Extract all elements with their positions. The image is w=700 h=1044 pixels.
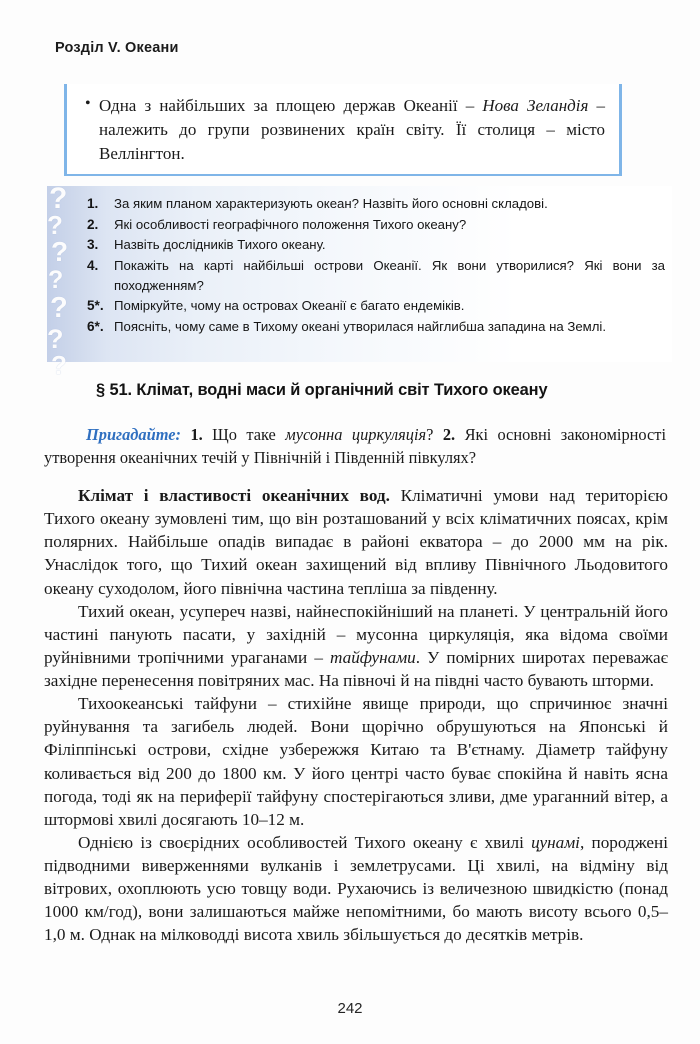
paragraph-climate <box>44 484 668 600</box>
questions-list <box>87 194 665 337</box>
callout-text-part1: Одна з найбільших за площею держав Океанії – <box>99 96 483 115</box>
questions-panel <box>47 182 672 380</box>
paragraph-typhoons: Тихоокеанські тайфуни – стихійне явище природи, що спричинює значні руйнування та загибель людей. Вони щорічно обрушуються на Японські й Філіппінські острови, східне узбережжя Китаю та В'єтнаму. Діаметр тайфуну коливається від 200 до 1800 км. У його центрі часто буває спокійна й навіть ясна погода, тоді як на периферії тайфуну спостерігаються зливи, дме ураганний вітер, а штормові хвилі досягають 10–12 м. <box>44 694 668 829</box>
recall-term-monsoon-circulation: мусонна циркуляція <box>285 425 427 444</box>
callout-emphasis-new-zealand: Нова Зеландія <box>482 96 589 115</box>
paragraph-climate-text: Кліматичні умови над територією Тихого океану зумовлені тим, що він розташований у всіх кліматичних поясах, крім полярних. Найбільше опадів випадає в районі екватора – до 2000 мм на рік. Унаслідок того, що Тихий океан захищений від впливу Північного Льодовитого океану суходолом, його північна частина тепліша за південну. <box>44 486 668 598</box>
question-item <box>87 215 665 236</box>
question-number: 3. <box>87 237 99 253</box>
question-text: Які особливості географічного положення Тихого океану? <box>114 216 467 232</box>
page-number: 242 <box>337 1000 363 1017</box>
term-typhoons: тайфунами <box>330 647 416 667</box>
callout-item <box>85 94 605 166</box>
question-mark-icon: ? <box>49 182 68 215</box>
question-mark-icon: ? <box>51 350 67 380</box>
question-mark-icon: ? <box>47 210 63 240</box>
question-mark-decor-strip <box>47 182 77 380</box>
callout-text-part2: – належить до групи розвинених країн світу. Її столиця – місто Веллінгтон. <box>99 96 605 164</box>
question-item <box>87 256 665 296</box>
question-item <box>87 317 665 338</box>
paragraph-tsunami-text-b: , породжені підводними виверженнями вулканів і землетрусами. Ці хвилі, на відміну від вітрових, охоплюють усю товщу води. Рухаючись із величезною швидкістю (понад 1000 км/год), вони залишаються майже непомітними, бо мають висоту всього 0,5–1,0 м. Однак на мілководді висота хвиль збільшується до десятків метрів. <box>44 832 668 945</box>
recall-line <box>44 424 666 469</box>
question-mark-icon: ? <box>51 236 69 267</box>
paragraph-winds <box>44 600 668 693</box>
question-item <box>87 235 665 256</box>
recall-number-1: 1. <box>181 425 203 444</box>
paragraph-winds-text-a: Тихий океан, усупереч назві, найнеспокійніший на планеті. У центральній його частині панують пасати, у західній – мусонна циркуляція, яка відома своїми руйнівними тропічними ураганами – <box>44 601 668 667</box>
question-text: Поміркуйте, чому на островах Океанії є багато ендеміків. <box>114 298 465 314</box>
paragraph-tsunami-text-a: Однією із своєрідних особливостей Тихого океану є хвилі <box>78 832 532 852</box>
body-text <box>44 484 668 947</box>
question-number: 2. <box>87 216 99 232</box>
paragraph-tsunami <box>44 831 668 947</box>
recall-label: Пригадайте: <box>86 425 182 444</box>
question-text: Назвіть дослідників Тихого океану. <box>114 237 326 253</box>
term-tsunami: цунамі <box>531 832 580 852</box>
bullet-icon: • <box>85 95 91 112</box>
question-number: 5*. <box>87 298 104 314</box>
recall-text-2: ? <box>426 425 443 444</box>
running-head: Розділ V. Океани <box>55 40 179 56</box>
question-text: Покажіть на карті найбільші острови Океанії. Як вони утворилися? Які вони за походженням? <box>114 257 665 294</box>
recall-text-1: Що таке <box>202 425 286 444</box>
paragraph-winds-text-b: . У помірних широтах переважає західне перенесення повітряних мас. На півночі й на півдні часто бувають шторми. <box>44 647 668 690</box>
question-mark-icon: ? <box>47 324 64 354</box>
question-item <box>87 194 665 215</box>
question-number: 1. <box>87 196 99 211</box>
question-item <box>87 296 665 317</box>
question-number: 6*. <box>87 318 104 334</box>
question-mark-icon: ? <box>50 292 68 324</box>
question-number: 4. <box>87 257 99 273</box>
question-text: За яким планом характеризують океан? Назвіть його основні складові. <box>114 196 548 211</box>
recall-text-3: Які основні закономірності утворення океанічних течій у Північній і Південній півкулях? <box>44 425 667 467</box>
recall-number-2: 2. <box>442 425 456 444</box>
paragraph-lead-in: Клімат і властивості океанічних вод. <box>78 486 390 505</box>
callout-box <box>64 84 622 176</box>
section-heading: § 51. Клімат, водні маси й органічний світ Тихого океану <box>96 381 548 399</box>
question-mark-icon: ? <box>48 266 64 294</box>
question-text: Поясніть, чому саме в Тихому океані утворилася найглибша западина на Землі. <box>114 318 607 334</box>
